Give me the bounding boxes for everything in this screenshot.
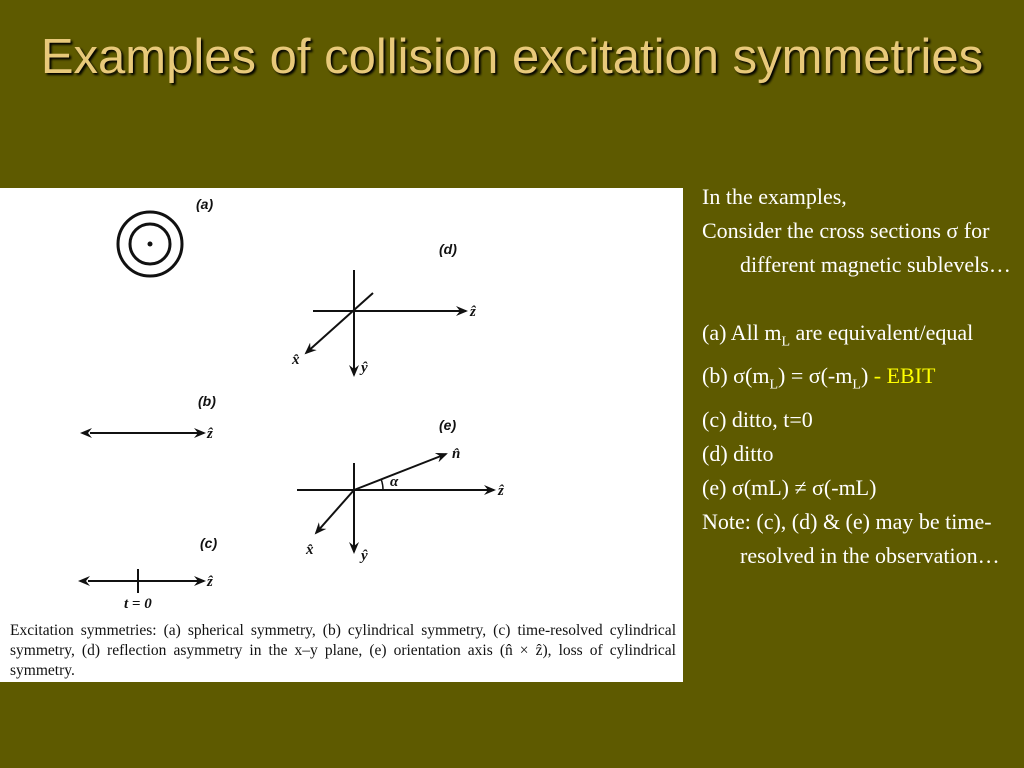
figure-diagrams: [0, 188, 683, 682]
panel-label-c: (c): [200, 535, 218, 551]
e-n-axis: [354, 454, 446, 490]
d-x-label: x̂: [292, 352, 300, 368]
ebit-label: - EBIT: [868, 363, 936, 389]
panel-label-e: (e): [439, 417, 457, 433]
a-prefix: (a) All m: [702, 320, 782, 345]
slide-title: Examples of collision excitation symmetries: [40, 30, 984, 84]
notes-item-b: [702, 359, 1022, 402]
notes-item-e: (e) σ(mL) ≠ σ(-mL): [702, 474, 877, 500]
b-suffix: ): [860, 363, 869, 389]
panel-c-diagram: [88, 569, 214, 612]
c-z-label: ẑ: [207, 574, 213, 590]
notes-item-c: (c) ditto, t=0: [702, 406, 813, 432]
panel-d-diagram: [291, 270, 477, 376]
b-mid: ) = σ(-m: [778, 363, 853, 389]
b-prefix: (b) σ(m: [702, 363, 770, 389]
panel-label-b: (b): [198, 393, 216, 409]
panel-a-diagram: [118, 212, 182, 276]
e-y-label: ŷ: [361, 548, 368, 564]
notes-spacer: [702, 282, 1022, 316]
a-sub: L: [781, 334, 790, 350]
d-x-axis: [306, 293, 373, 353]
figure-caption: Excitation symmetries: (a) spherical symmetry, (b) cylindrical symmetry, (c) time-resolved cylindrical symmetry, (d) reflection asymmetry in the x–y plane, (e) orientation axis (n̂ × ẑ), loss of cylindrical symmetry.: [10, 622, 676, 679]
notes-consider: Consider the cross sections σ for different magnetic sublevels…: [702, 218, 1011, 277]
b-sub1: L: [769, 377, 779, 393]
e-n-label: n̂: [452, 446, 461, 462]
e-alpha-label: α: [390, 474, 399, 490]
d-y-label: ŷ: [361, 360, 368, 376]
symmetry-figure: [0, 188, 683, 682]
panel-e-diagram: [297, 446, 505, 564]
alpha-arc: [381, 479, 383, 490]
notes-intro: In the examples,: [702, 184, 847, 209]
notes-item-a: [702, 316, 1022, 359]
e-x-label: x̂: [306, 542, 314, 558]
notes-item-d: (d) ditto: [702, 440, 774, 466]
panel-label-d: (d): [439, 241, 457, 257]
panel-label-a: (a): [196, 196, 214, 212]
e-x-axis: [316, 490, 354, 533]
e-z-label: ẑ: [498, 483, 504, 499]
panel-b-diagram: [90, 426, 214, 442]
b-sub2: L: [852, 377, 861, 393]
notes-note: Note: (c), (d) & (e) may be time-resolved in the observation…: [702, 508, 1000, 568]
notes-panel: [702, 180, 1022, 573]
a-suffix: are equivalent/equal: [790, 320, 974, 345]
d-z-label: ẑ: [470, 304, 476, 320]
center-dot: [148, 242, 153, 247]
b-z-label: ẑ: [207, 426, 213, 442]
c-t0-label: t = 0: [124, 596, 152, 612]
